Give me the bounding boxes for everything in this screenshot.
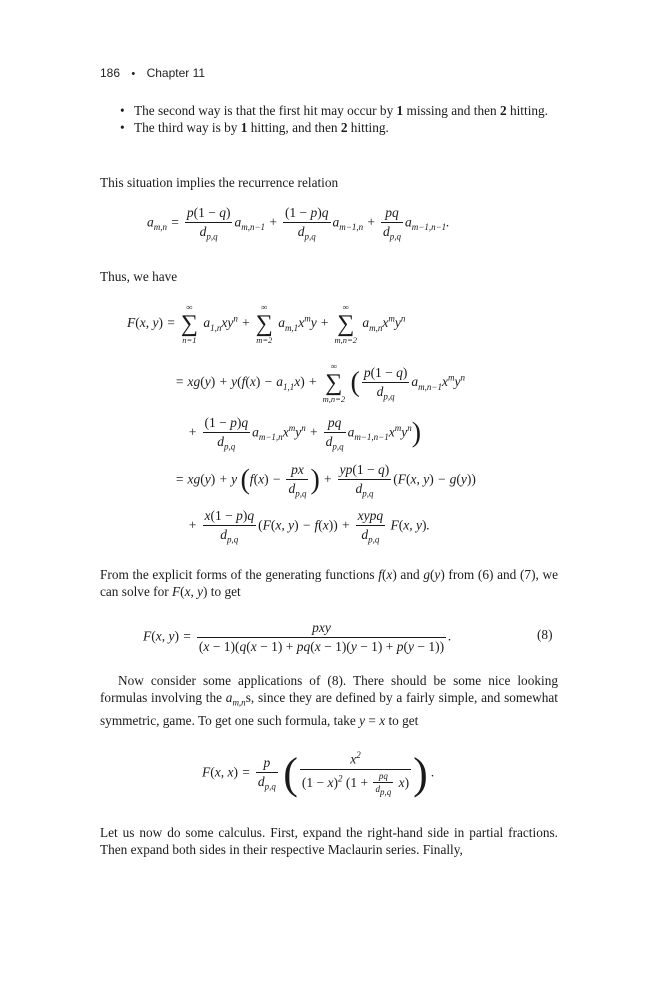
paragraph-recurrence-intro: This situation implies the recurrence relation [100,175,339,190]
equation-F-x-x: F(x, x) = $\frac{p}{d_{p,q}}$ ( $x^2$ $(1 - x)^2$ (1 + $\frac{pq}{d_{p,q}}$ x) ) . [202,749,435,798]
equation-F-line-4: = xg(y) + y (f(x) − $\frac{px}{d_{p,q}}$ ) + $\frac{yp(1 - q)}{d_{p,q}}$ (F(x, y) − g(y)) [175,462,476,499]
header-separator: • [131,68,136,80]
equation-F-line-1: F(x, y) = ∞ ∑ n=1 $a_{1,n}xy^n$ + ∞ ∑ m=2 $a_{m,1}x^my$ + ∞ ∑ m,n=2 $a_{m,n}x^my^n$ [127,302,406,345]
paragraph-thus: Thus, we have [100,269,178,284]
equation-F-line-5: + $\frac{x(1 - p)q}{d_{p,q}}$ (F(x, y) − f(x)) + $\frac{\text{xypq}}{d_{p,q}}$ F(x, y). [188,508,430,545]
page-header [100,66,205,80]
paragraph-calculus: Let us now do some calculus. First, expand the right-hand side in partial fractions. Then expand both sides in their respective Maclaurin series. Finally, [100,825,558,857]
equation-F-line-2: = $xg(y) + y(f(x) - a_{1,1}x)$ + ∞ ∑ m,n=2 ( $\frac{p(1 - q)}{d_{p,q}}$ $a_{m,n-1}x^my^n$ [175,361,465,404]
bullet-item-1: • The second way is that the first hit may occur by 1 missing and then 2 hitting. [120,102,560,119]
page-number: 186 [100,66,121,80]
equation-number-8: (8) [537,627,553,642]
paragraph-explicit-forms: From the explicit forms of the generating functions f(x) and g(y) from (6) and (7), we can solve for F(x, y) to get [100,567,558,599]
chapter-title: Chapter 11 [146,66,206,80]
bullet-list [120,102,560,136]
recurrence-equation: $a_{m,n}$ = $\frac{p(1 - q)}{d_{p,q}}$ $a_{m,n-1}$ + $\frac{(1 - p)q}{d_{p,q}}$ $a_{m-1,n}$ + $\frac{pq}{d_{p,q}}$ $a_{m-1,n-1}$. [147,205,450,242]
bullet-item-2: • The third way is by 1 hitting, and then 2 hitting. [120,119,560,136]
paragraph-applications: Now consider some applications of (8). There should be some nice looking formulas involving the $a_{m,n}s$, since they are defined by a fairly simple, and somewhat symmetric, game. To get one such formula, take y = x to get [100,673,558,728]
equation-F-line-3: + $\frac{(1 - p)q}{d_{p,q}}$ $a_{m-1,n}x^my^n$ + $\frac{pq}{d_{p,q}}$ $a_{m-1,n-1}x^my^n$) [188,415,422,452]
equation-8: F(x, y) = $\frac{\text{pxy}}{(x - 1)(q(x - 1) + pq(x - 1)(y - 1) + p(y - 1))}$ . [143,620,452,654]
